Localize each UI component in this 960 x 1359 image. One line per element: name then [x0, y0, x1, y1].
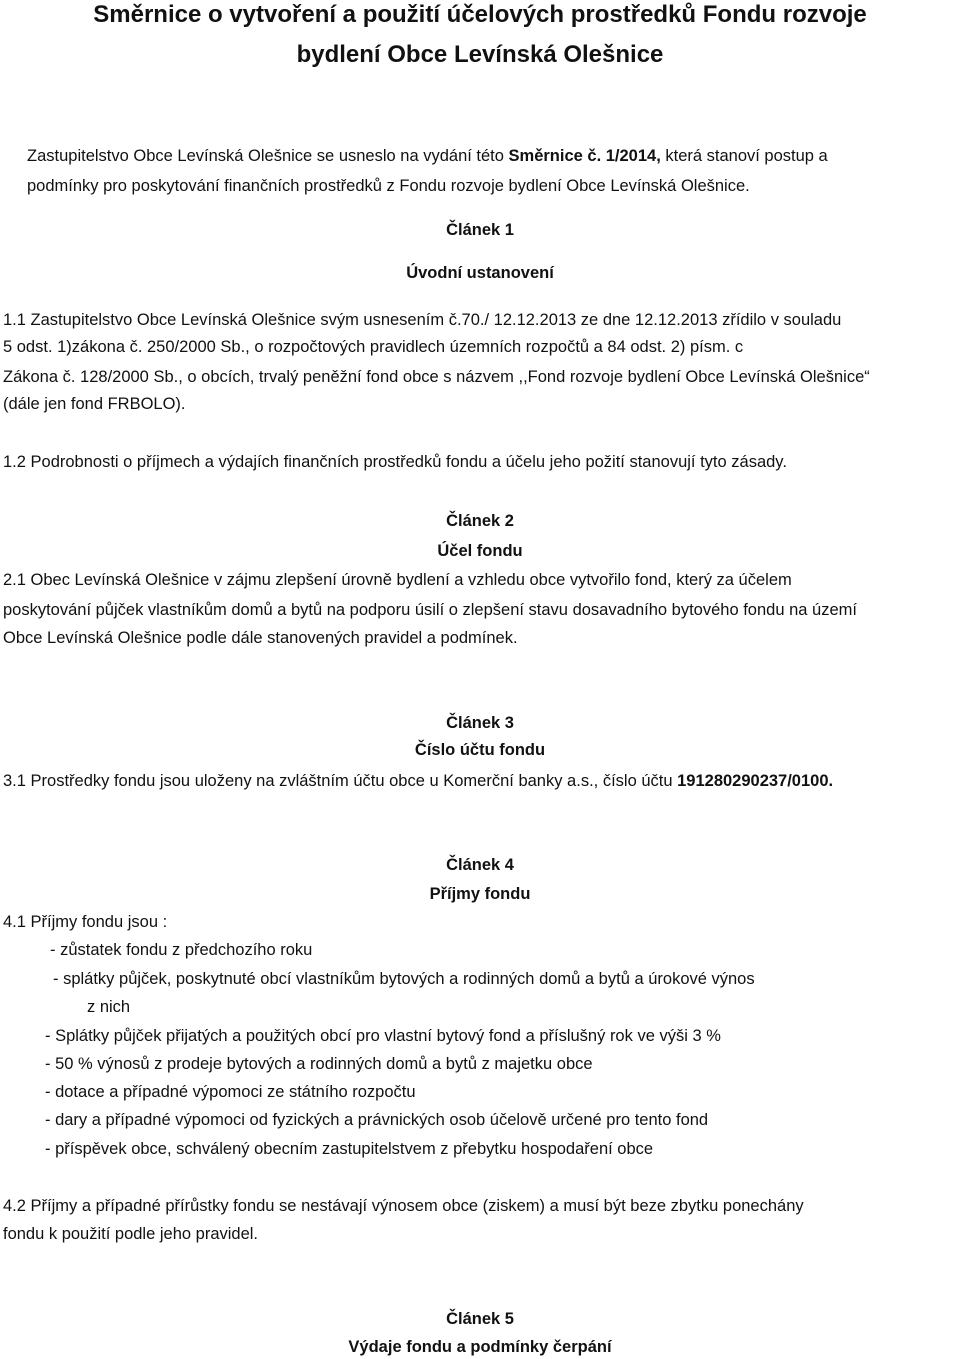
income-item: - dotace a případné výpomoci ze státního rozpočtu — [45, 1083, 416, 1101]
paragraph-2-1-line-2: poskytování půjček vlastníkům domů a bytů na podporu úsilí o zlepšení stavu dosavadního bytového fondu na území — [3, 601, 857, 619]
article-3-subheading: Číslo účtu fondu — [414, 741, 546, 759]
article-1-heading: Článek 1 — [446, 221, 514, 239]
article-4-heading: Článek 4 — [446, 856, 514, 874]
paragraph-1-1-line-2: 5 odst. 1)zákona č. 250/2000 Sb., o rozpočtových pravidlech územních rozpočtů a 84 odst. 2) písm. c — [3, 338, 744, 356]
paragraph-3-1 — [3, 771, 833, 791]
intro-text-pre: Zastupitelstvo Obce Levínská Olešnice se usneslo na vydání této — [27, 147, 509, 165]
article-5-heading: Článek 5 — [446, 1310, 514, 1328]
paragraph-1-1-line-3: Zákona č. 128/2000 Sb., o obcích, trvalý peněžní fond obce s názvem ,,Fond rozvoje bydlení Obce Levínská Olešnice“ — [3, 368, 870, 386]
article-4-subheading: Příjmy fondu — [429, 885, 531, 903]
income-item: - příspěvek obce, schválený obecním zastupitelstvem z přebytku hospodaření obce — [45, 1140, 654, 1158]
income-item: - Splátky půjček přijatých a použitých obcí pro vlastní bytový fond a příslušný rok ve výši 3 % — [45, 1027, 721, 1045]
account-number: 191280290237/0100. — [677, 772, 834, 790]
document-title-line-2: bydlení Obce Levínská Olešnice — [296, 41, 664, 68]
article-5-subheading: Výdaje fondu a podmínky čerpání — [348, 1338, 612, 1356]
intro-line-2: podmínky pro poskytování finančních prostředků z Fondu rozvoje bydlení Obce Levínská Olešnice. — [27, 177, 750, 195]
paragraph-4-2-line-2: fondu k použití podle jeho pravidel. — [3, 1225, 259, 1243]
income-item-continuation: z nich — [87, 998, 131, 1016]
income-item: - zůstatek fondu z předchozího roku — [50, 941, 313, 959]
income-item: - splátky půjček, poskytnuté obcí vlastníkům bytových a rodinných domů a bytů a úrokové výnos — [53, 970, 755, 988]
intro-text-post: která stanoví postup a — [660, 147, 828, 165]
paragraph-2-1-line-1: 2.1 Obec Levínská Olešnice v zájmu zlepšení úrovně bydlení a vzhledu obce vytvořilo fond, který za účelem — [3, 571, 792, 589]
intro-directive-number: Směrnice č. 1/2014, — [508, 147, 661, 165]
paragraph-2-1-line-3: Obce Levínská Olešnice podle dále stanovených pravidel a podmínek. — [3, 629, 518, 647]
article-3-heading: Článek 3 — [446, 714, 514, 732]
document-title-line-1: Směrnice o vytvoření a použití účelových prostředků Fondu rozvoje — [93, 1, 867, 28]
article-1-subheading: Úvodní ustanovení — [406, 264, 554, 282]
paragraph-4-2-line-1: 4.2 Příjmy a případné přírůstky fondu se nestávají výnosem obce (ziskem) a musí být beze zbytku ponechány — [3, 1197, 804, 1215]
paragraph-1-1-line-1: 1.1 Zastupitelstvo Obce Levínská Olešnice svým usnesením č.70./ 12.12.2013 ze dne 12.12.2013 zřídilo v souladu — [3, 311, 842, 329]
intro-line-1 — [27, 146, 828, 166]
paragraph-3-1-text: 3.1 Prostředky fondu jsou uloženy na zvláštním účtu obce u Komerční banky a.s., číslo účtu — [3, 772, 678, 790]
article-2-heading: Článek 2 — [446, 512, 514, 530]
income-item: - 50 % výnosů z prodeje bytových a rodinných domů a bytů z majetku obce — [45, 1055, 593, 1073]
article-2-subheading: Účel fondu — [437, 542, 523, 560]
income-item: - dary a případné výpomoci od fyzických a právnických osob účelově určené pro tento fond — [45, 1111, 709, 1129]
paragraph-1-2: 1.2 Podrobnosti o příjmech a výdajích finančních prostředků fondu a účelu jeho požití stanovují tyto zásady. — [3, 453, 787, 471]
paragraph-4-1: 4.1 Příjmy fondu jsou : — [3, 913, 168, 931]
paragraph-1-1-line-4: (dále jen fond FRBOLO). — [3, 395, 186, 413]
